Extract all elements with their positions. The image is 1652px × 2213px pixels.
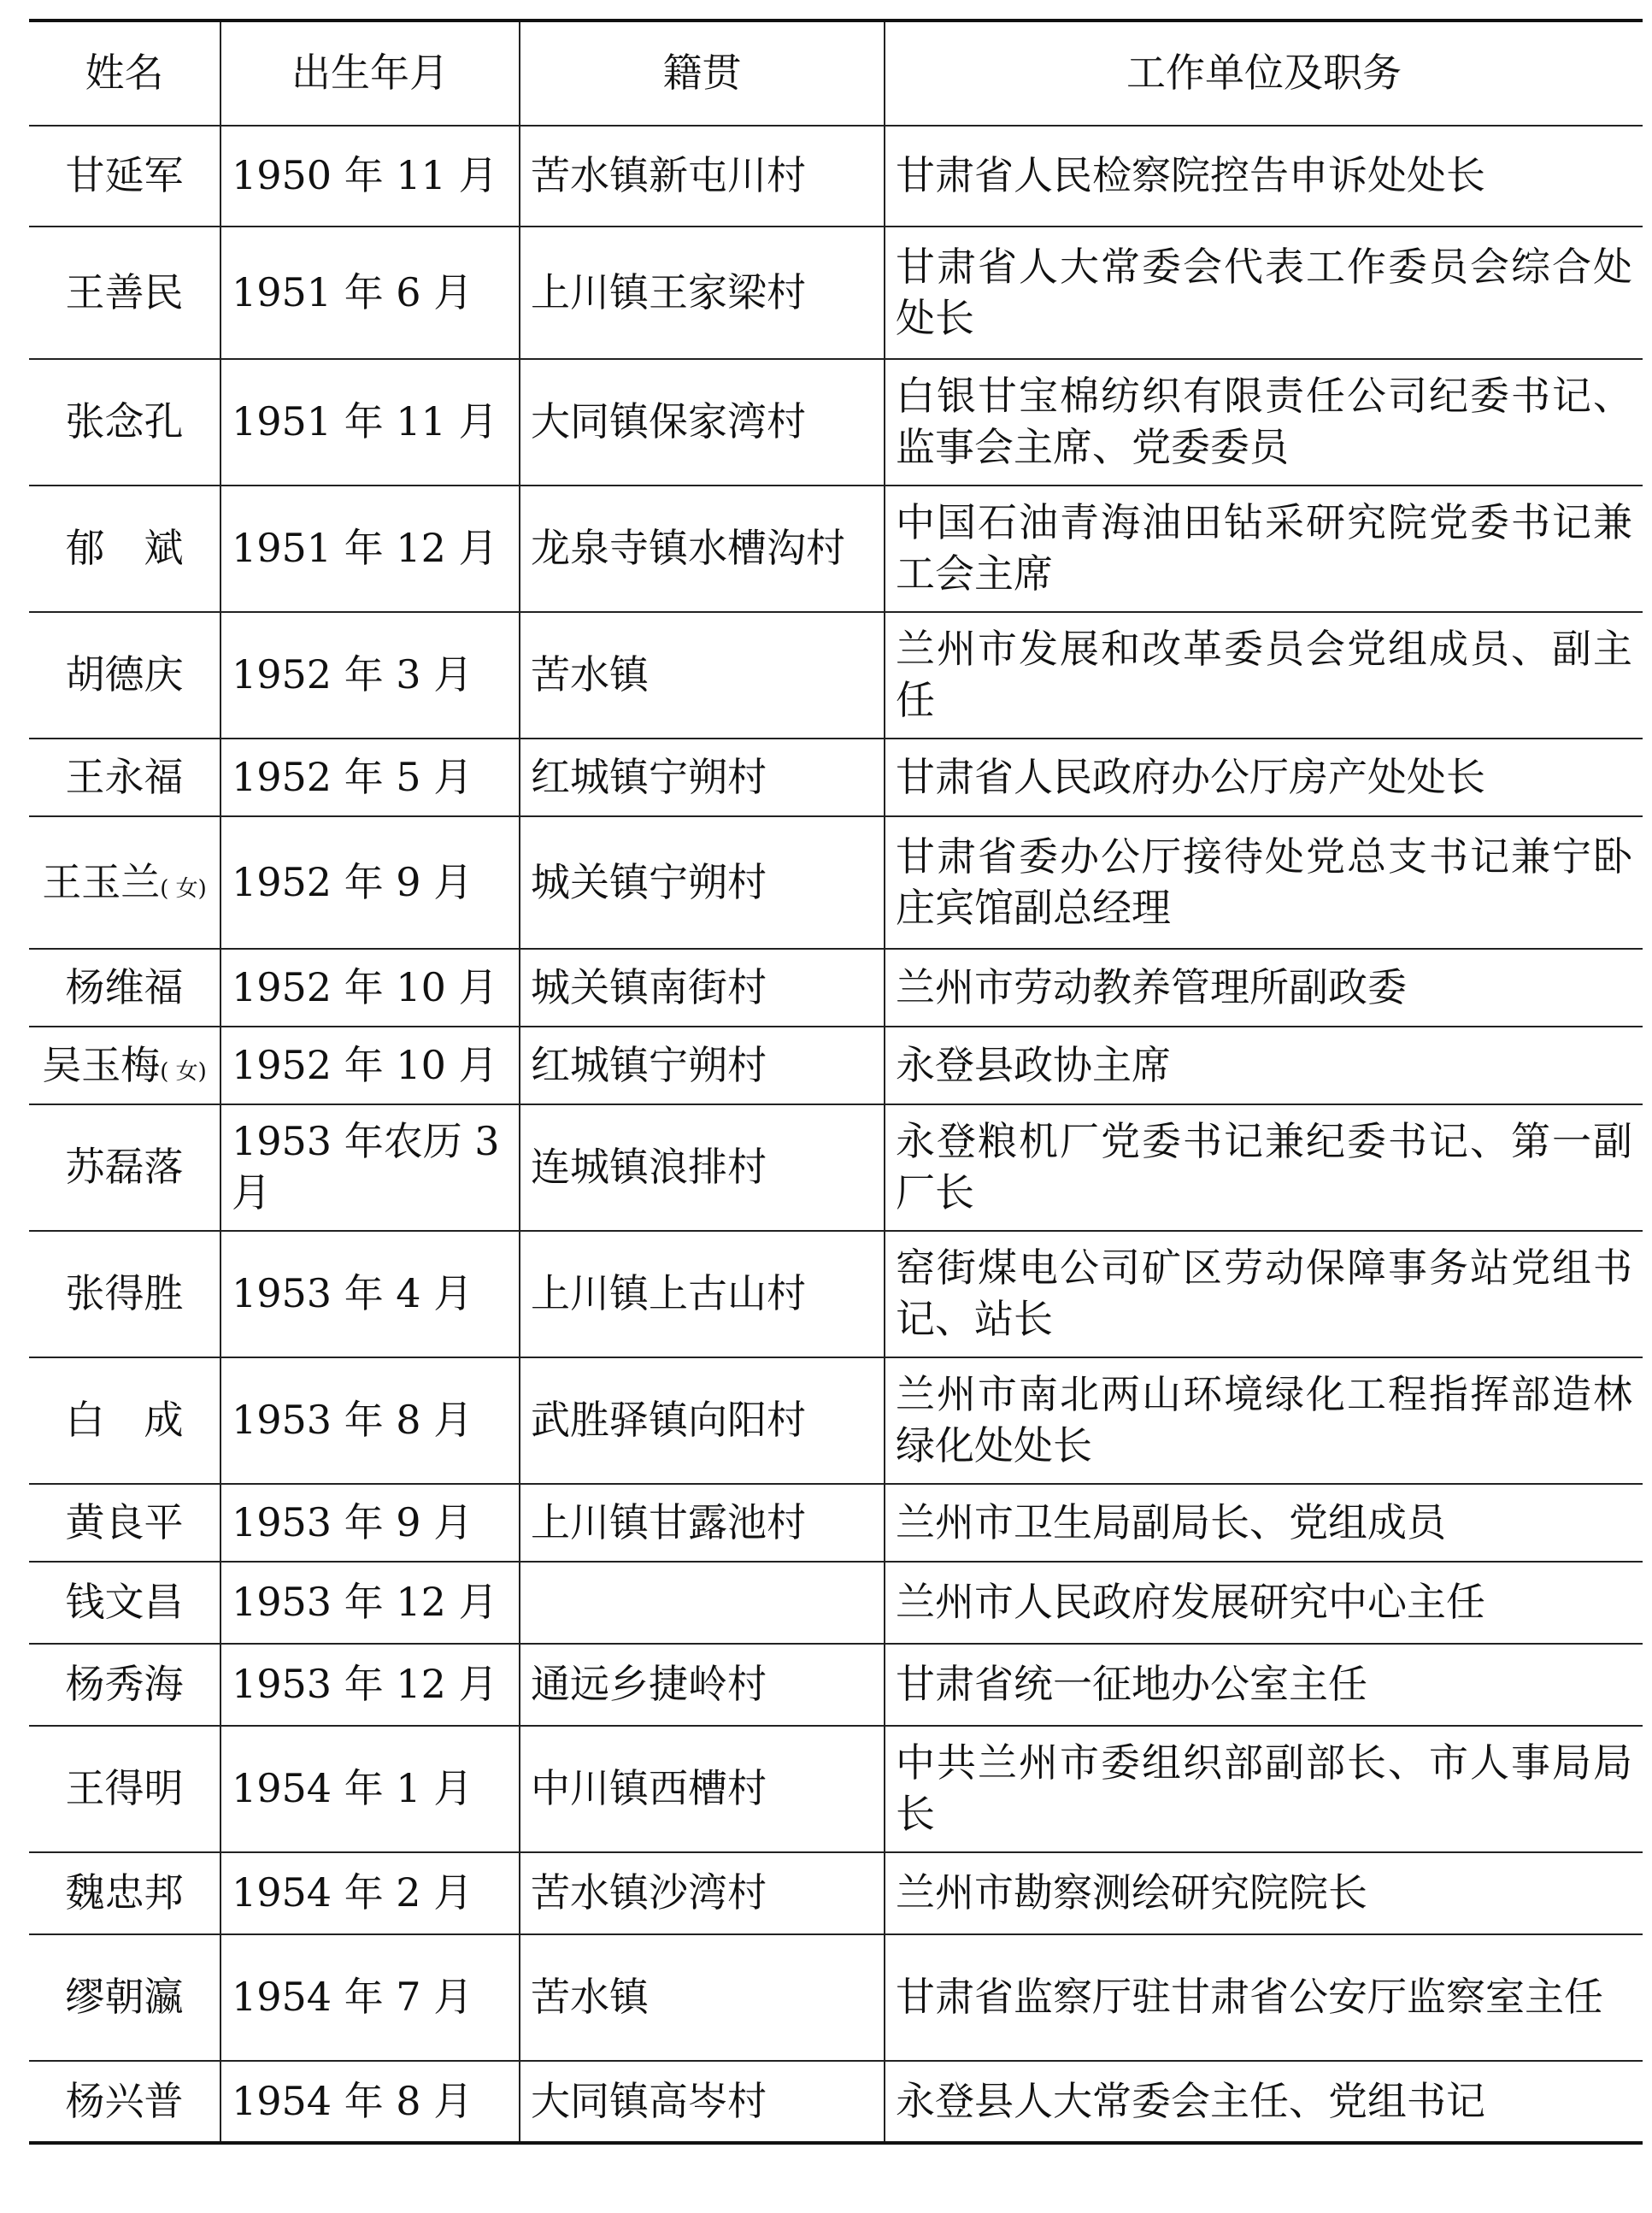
cell-job: 永登县人大常委会主任、党组书记 [885,2061,1643,2143]
cell-origin: 武胜驿镇向阳村 [520,1357,885,1484]
person-name: 杨秀海 [65,1661,184,1708]
cell-birth: 1951 年 11 月 [220,359,520,486]
cell-job: 甘肃省委办公厅接待处党总支书记兼宁卧庄宾馆副总经理 [885,816,1643,949]
cell-name [29,949,220,1027]
person-name: 黄良平 [65,1498,184,1545]
person-name: 王善民 [65,268,184,315]
cell-birth: 1952 年 10 月 [220,949,520,1027]
cell-name [29,612,220,739]
header-row [29,21,1643,126]
cell-job: 甘肃省人民政府办公厅房产处处长 [885,739,1643,816]
table-row [29,1644,1643,1726]
cell-birth: 1950 年 11 月 [220,126,520,227]
cell-birth: 1952 年 5 月 [220,739,520,816]
cell-name [29,1027,220,1104]
cell-origin: 苦水镇 [520,1934,885,2061]
cell-birth: 1951 年 12 月 [220,486,520,612]
sex-note: ( 女) [160,875,207,902]
table-row [29,1484,1643,1562]
cell-job: 甘肃省人大常委会代表工作委员会综合处处长 [885,227,1643,359]
cell-origin: 龙泉寺镇水槽沟村 [520,486,885,612]
cell-name [29,359,220,486]
person-name: 王永福 [65,753,184,800]
cell-job: 兰州市卫生局副局长、党组成员 [885,1484,1643,1562]
cell-name [29,1231,220,1357]
table-body [29,126,1643,2143]
cell-job: 甘肃省监察厅驻甘肃省公安厅监察室主任 [885,1934,1643,2061]
cell-job: 甘肃省统一征地办公室主任 [885,1644,1643,1726]
table-row [29,1231,1643,1357]
table-row [29,1852,1643,1934]
cell-name [29,739,220,816]
cell-job: 兰州市人民政府发展研究中心主任 [885,1562,1643,1644]
person-name: 王玉兰 [42,858,161,905]
cell-job: 白银甘宝棉纺织有限责任公司纪委书记、监事会主席、党委委员 [885,359,1643,486]
cell-birth: 1952 年 10 月 [220,1027,520,1104]
cell-job: 中国石油青海油田钻采研究院党委书记兼工会主席 [885,486,1643,612]
cell-birth: 1952 年 9 月 [220,816,520,949]
table-row [29,739,1643,816]
cell-origin: 大同镇保家湾村 [520,359,885,486]
cell-name [29,1484,220,1562]
person-name: 苏磊落 [65,1144,184,1191]
table-row [29,612,1643,739]
cell-origin: 苦水镇 [520,612,885,739]
table-row [29,359,1643,486]
cell-job: 兰州市劳动教养管理所副政委 [885,949,1643,1027]
cell-origin: 城关镇南街村 [520,949,885,1027]
cell-name [29,126,220,227]
cell-name [29,1644,220,1726]
cell-origin [520,1562,885,1644]
cell-job: 窑街煤电公司矿区劳动保障事务站党组书记、站长 [885,1231,1643,1357]
cell-origin: 上川镇王家梁村 [520,227,885,359]
cell-name [29,816,220,949]
cell-origin: 苦水镇沙湾村 [520,1852,885,1934]
cell-birth: 1953 年 12 月 [220,1644,520,1726]
table-row [29,227,1643,359]
table-row [29,1104,1643,1231]
cell-name [29,1852,220,1934]
cell-birth: 1953 年 12 月 [220,1562,520,1644]
cell-birth: 1952 年 3 月 [220,612,520,739]
table-row [29,949,1643,1027]
person-name: 钱文昌 [65,1579,184,1626]
person-name: 张得胜 [65,1270,184,1317]
cell-name [29,1562,220,1644]
header-origin: 籍贯 [520,21,885,126]
person-name: 白 成 [65,1397,184,1444]
cell-birth: 1954 年 1 月 [220,1726,520,1852]
cell-birth: 1953 年 9 月 [220,1484,520,1562]
cell-job: 甘肃省人民检察院控告申诉处处长 [885,126,1643,227]
cell-name [29,227,220,359]
person-name: 张念孔 [65,398,184,445]
cell-birth: 1953 年农历 3 月 [220,1104,520,1231]
cell-job: 中共兰州市委组织部副部长、市人事局局长 [885,1726,1643,1852]
person-name: 杨维福 [65,963,184,1010]
cell-origin: 苦水镇新屯川村 [520,126,885,227]
table-row [29,1027,1643,1104]
table-row [29,816,1643,949]
cell-birth: 1953 年 4 月 [220,1231,520,1357]
cell-origin: 上川镇上古山村 [520,1231,885,1357]
person-name: 王得明 [65,1765,184,1812]
cell-job: 永登县政协主席 [885,1027,1643,1104]
table-row [29,2061,1643,2143]
header-job: 工作单位及职务 [885,21,1643,126]
cell-origin: 上川镇甘露池村 [520,1484,885,1562]
cell-birth: 1953 年 8 月 [220,1357,520,1484]
cell-name [29,2061,220,2143]
table-row [29,1357,1643,1484]
person-name: 胡德庆 [65,651,184,698]
header-birth: 出生年月 [220,21,520,126]
cell-name [29,1104,220,1231]
cell-origin: 红城镇宁朔村 [520,739,885,816]
cell-name [29,1357,220,1484]
person-name: 甘延军 [65,152,184,199]
table-row [29,126,1643,227]
cell-job: 兰州市发展和改革委员会党组成员、副主任 [885,612,1643,739]
cell-origin: 连城镇浪排村 [520,1104,885,1231]
cell-birth: 1954 年 2 月 [220,1852,520,1934]
cell-origin: 城关镇宁朔村 [520,816,885,949]
cell-name [29,1934,220,2061]
cell-job: 兰州市勘察测绘研究院院长 [885,1852,1643,1934]
table-row [29,486,1643,612]
sex-note: ( 女) [160,1058,207,1085]
cell-origin: 红城镇宁朔村 [520,1027,885,1104]
cell-job: 永登粮机厂党委书记兼纪委书记、第一副厂长 [885,1104,1643,1231]
cell-birth: 1954 年 8 月 [220,2061,520,2143]
table-row [29,1562,1643,1644]
cell-name [29,1726,220,1852]
cell-job: 兰州市南北两山环境绿化工程指挥部造林绿化处处长 [885,1357,1643,1484]
personnel-table [29,19,1643,2145]
cell-origin: 通远乡捷岭村 [520,1644,885,1726]
person-name: 杨兴普 [65,2077,184,2124]
cell-origin: 大同镇高岑村 [520,2061,885,2143]
person-name: 缪朝瀛 [65,1974,184,2021]
cell-birth: 1951 年 6 月 [220,227,520,359]
table-row [29,1934,1643,2061]
table-header [29,21,1643,126]
person-name: 魏忠邦 [65,1869,184,1916]
cell-birth: 1954 年 7 月 [220,1934,520,2061]
header-name: 姓名 [29,21,220,126]
person-name: 郁 斌 [65,525,184,572]
cell-origin: 中川镇西槽村 [520,1726,885,1852]
table-row [29,1726,1643,1852]
cell-name [29,486,220,612]
person-name: 吴玉梅 [42,1041,161,1088]
